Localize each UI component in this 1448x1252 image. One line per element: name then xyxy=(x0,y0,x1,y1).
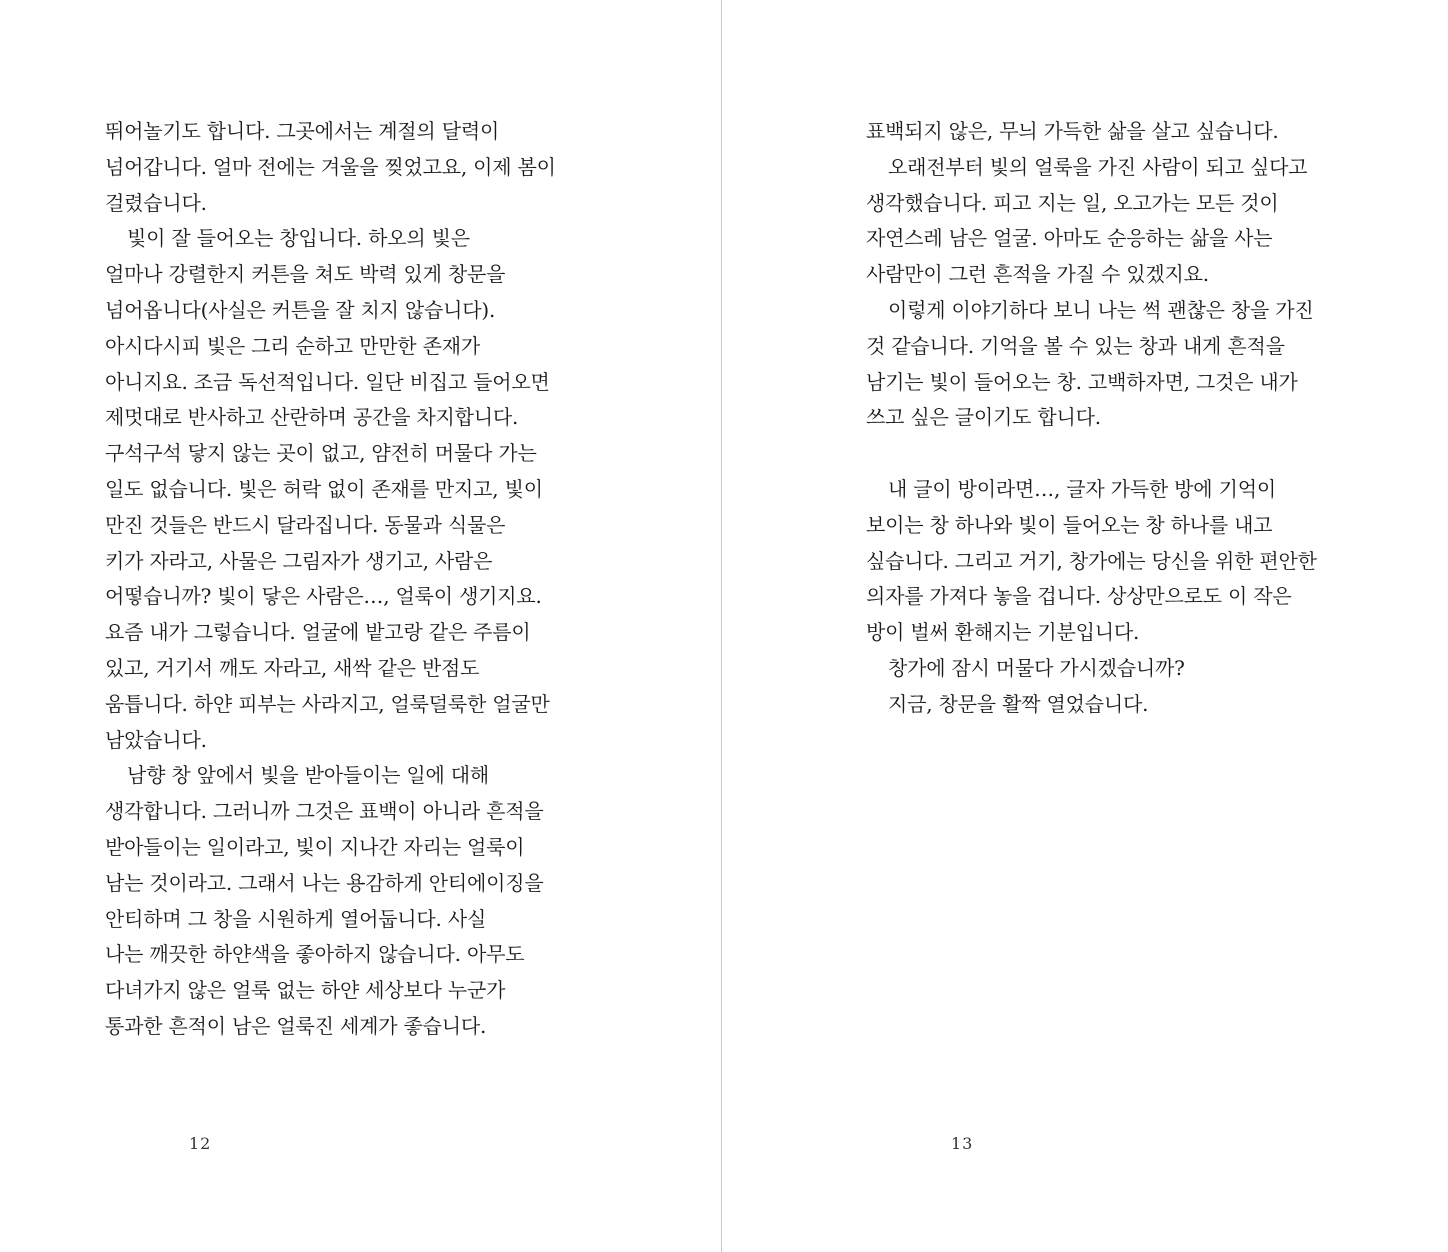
text-line: 나는 깨끗한 하얀색을 좋아하지 않습니다. 아무도 xyxy=(105,942,525,967)
text-line: 어떻습니까? 빛이 닿은 사람은…, 얼룩이 생기지요. xyxy=(105,584,542,609)
text-line: 있고, 거기서 깨도 자라고, 새싹 같은 반점도 xyxy=(105,655,480,680)
text-line: 것 같습니다. 기억을 볼 수 있는 창과 내게 흔적을 xyxy=(866,333,1285,358)
right-page-text xyxy=(866,114,1356,723)
page-number-right: 13 xyxy=(951,1134,974,1153)
text-line: 생각합니다. 그러니까 그것은 표백이 아니라 흔적을 xyxy=(105,799,544,824)
page-number-left: 12 xyxy=(189,1134,212,1153)
text-line: 이렇게 이야기하다 보니 나는 썩 괜찮은 창을 가진 xyxy=(888,297,1314,322)
text-line: 받아들이는 일이라고, 빛이 지나간 자리는 얼룩이 xyxy=(105,834,525,859)
text-line: 안티하며 그 창을 시원하게 열어둡니다. 사실 xyxy=(105,906,487,931)
text-line: 내 글이 방이라면…, 글자 가득한 방에 기억이 xyxy=(888,476,1276,501)
left-page-text xyxy=(105,114,585,1045)
text-line: 키가 자라고, 사물은 그림자가 생기고, 사람은 xyxy=(105,548,493,573)
text-line: 방이 벌써 환해지는 기분입니다. xyxy=(866,620,1140,645)
text-line: 싶습니다. 그리고 거기, 창가에는 당신을 위한 편안한 xyxy=(866,548,1317,573)
text-line: 자연스레 남은 얼굴. 아마도 순응하는 삶을 사는 xyxy=(866,226,1273,251)
text-line: 쓰고 싶은 글이기도 합니다. xyxy=(866,405,1101,430)
text-line: 남향 창 앞에서 빛을 받아들이는 일에 대해 xyxy=(127,763,489,788)
text-line: 남았습니다. xyxy=(105,727,207,752)
page-gutter-divider xyxy=(721,0,722,1252)
text-line: 움틉니다. 하얀 피부는 사라지고, 얼룩덜룩한 얼굴만 xyxy=(105,691,550,716)
text-line: 생각했습니다. 피고 지는 일, 오고가는 모든 것이 xyxy=(866,190,1279,215)
text-line: 보이는 창 하나와 빛이 들어오는 창 하나를 내고 xyxy=(866,512,1273,537)
text-line: 오래전부터 빛의 얼룩을 가진 사람이 되고 싶다고 xyxy=(888,154,1308,179)
text-line: 아니지요. 조금 독선적입니다. 일단 비집고 들어오면 xyxy=(105,369,550,394)
left-page xyxy=(0,0,722,1252)
text-line: 걸렸습니다. xyxy=(105,190,207,215)
text-line: 아시다시피 빛은 그리 순하고 만만한 존재가 xyxy=(105,333,480,358)
right-page xyxy=(723,0,1445,1252)
text-line: 일도 없습니다. 빛은 허락 없이 존재를 만지고, 빛이 xyxy=(105,476,543,501)
text-line: 의자를 가져다 놓을 겁니다. 상상만으로도 이 작은 xyxy=(866,584,1292,609)
text-line: 넘어옵니다(사실은 커튼을 잘 치지 않습니다). xyxy=(105,297,496,322)
text-line: 제멋대로 반사하고 산란하며 공간을 차지합니다. xyxy=(105,405,519,430)
text-line: 만진 것들은 반드시 달라집니다. 동물과 식물은 xyxy=(105,512,506,537)
text-line: 넘어갑니다. 얼마 전에는 겨울을 찢었고요, 이제 봄이 xyxy=(105,154,556,179)
text-line: 구석구석 닿지 않는 곳이 없고, 얌전히 머물다 가는 xyxy=(105,441,537,466)
text-line: 요즘 내가 그렇습니다. 얼굴에 밭고랑 같은 주름이 xyxy=(105,620,531,645)
text-line: 뛰어놀기도 합니다. 그곳에서는 계절의 달력이 xyxy=(105,119,500,143)
text-line: 사람만이 그런 흔적을 가질 수 있겠지요. xyxy=(866,262,1209,287)
text-line: 지금, 창문을 활짝 열었습니다. xyxy=(888,691,1149,716)
blank-line xyxy=(866,436,1356,472)
text-line: 빛이 잘 들어오는 창입니다. 하오의 빛은 xyxy=(127,226,470,251)
text-line: 얼마나 강렬한지 커튼을 쳐도 박력 있게 창문을 xyxy=(105,262,506,287)
text-line: 다녀가지 않은 얼룩 없는 하얀 세상보다 누군가 xyxy=(105,978,506,1003)
text-line: 남기는 빛이 들어오는 창. 고백하자면, 그것은 내가 xyxy=(866,369,1298,394)
text-line: 남는 것이라고. 그래서 나는 용감하게 안티에이징을 xyxy=(105,870,544,895)
text-line: 창가에 잠시 머물다 가시겠습니까? xyxy=(888,655,1185,680)
text-line: 통과한 흔적이 남은 얼룩진 세계가 좋습니다. xyxy=(105,1013,487,1038)
text-line: 표백되지 않은, 무늬 가득한 삶을 살고 싶습니다. xyxy=(866,119,1279,143)
